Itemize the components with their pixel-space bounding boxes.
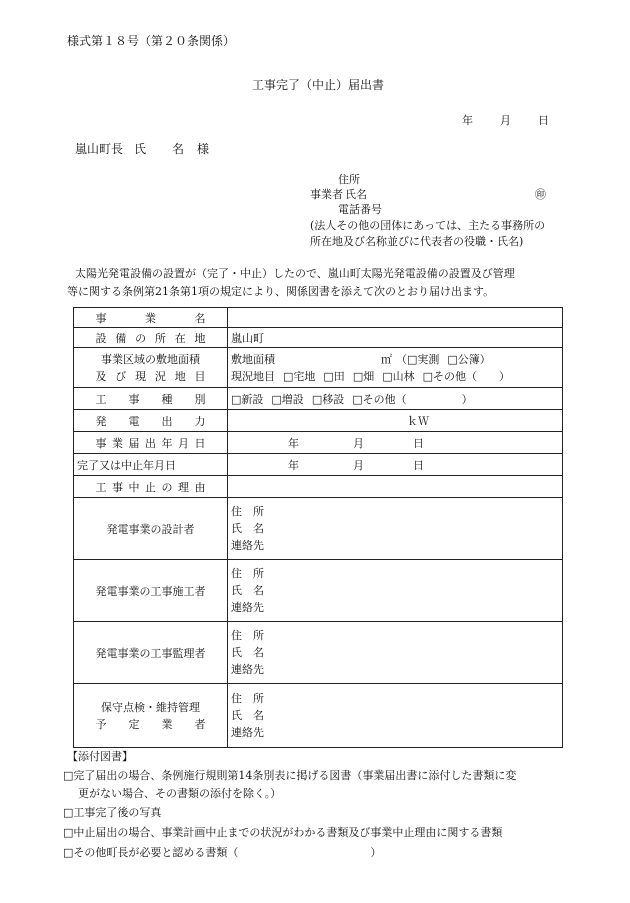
row-work-type: [74, 388, 563, 410]
land-option-other[interactable]: □その他（ ）: [422, 369, 511, 383]
suspension-reason-label: 工事中止の理由: [95, 480, 206, 494]
maintenance-name-label[interactable]: 氏 名: [231, 709, 264, 722]
name-label: 氏名: [345, 188, 367, 201]
attachment-item-1-line-1[interactable]: □完了届出の場合、条例施行規則第14条別表に掲げる図書（事業届出書に添付した書類に変: [63, 769, 517, 782]
business-name-value[interactable]: [228, 308, 563, 328]
completion-date-value[interactable]: [228, 454, 563, 476]
row-designer: [74, 498, 563, 560]
designer-contact-label[interactable]: 連絡先: [231, 539, 264, 552]
row-completion-date: [74, 454, 563, 476]
date-day: 日: [538, 114, 549, 127]
designer-label: 発電事業の設計者: [106, 522, 195, 536]
report-date-label: 事業届出年月日: [95, 436, 206, 450]
output-unit: ｋＷ: [407, 414, 429, 428]
addressee-name: 名: [172, 142, 185, 156]
date-month: 月: [500, 114, 511, 127]
site-area-field-label: 敷地面積: [231, 352, 275, 366]
row-maintenance: [74, 684, 563, 748]
supervisor-label: 発電事業の工事監理者: [95, 646, 206, 660]
constructor-address-label[interactable]: 住 所: [231, 567, 264, 580]
report-date-day: 日: [413, 436, 424, 450]
constructor-contact-label[interactable]: 連絡先: [231, 601, 264, 614]
row-site-area: [74, 348, 563, 388]
location-value[interactable]: 嵐山町: [228, 328, 563, 348]
seal-mark: ㊞: [535, 188, 546, 201]
maintenance-label-1: 保守点検・維持管理: [101, 700, 200, 714]
corporate-note-line2: 所在地及び名称並びに代表者の役職・氏名): [310, 235, 524, 248]
designer-address-label[interactable]: 住 所: [231, 505, 264, 518]
attachment-item-4[interactable]: □その他町長が必要と認める書類（ ）: [63, 846, 382, 859]
business-operator-label: 事業者: [310, 188, 343, 201]
row-suspension-reason: [74, 476, 563, 498]
row-business-name: [74, 308, 563, 328]
report-date-month: 月: [353, 436, 364, 450]
work-type-new[interactable]: □新設: [231, 392, 264, 406]
supervisor-address-label[interactable]: 住 所: [231, 629, 264, 642]
corporate-note-line1: (法人その他の団体にあっては、主たる事務所の: [310, 219, 546, 232]
attachments-heading: 【添付図書】: [67, 750, 133, 763]
output-value[interactable]: [228, 410, 563, 432]
land-option-paddy[interactable]: □田: [323, 369, 345, 383]
report-date-value[interactable]: [228, 432, 563, 454]
attachment-item-2[interactable]: □工事完了後の写真: [63, 806, 162, 819]
address-label: 住所: [338, 173, 360, 186]
supervisor-name-label[interactable]: 氏 名: [231, 646, 264, 659]
report-date-year: 年: [288, 436, 299, 450]
measured-checkbox[interactable]: （□実測: [396, 352, 440, 366]
row-report-date: [74, 432, 563, 454]
registry-checkbox[interactable]: □公簿）: [447, 352, 491, 366]
completion-date-month: 月: [353, 458, 364, 472]
maintenance-contact-label[interactable]: 連絡先: [231, 726, 264, 739]
suspension-reason-value[interactable]: [228, 476, 563, 498]
constructor-name-label[interactable]: 氏 名: [231, 584, 264, 597]
body-line-2: 等に関する条例第21条第1項の規定により、関係図書を添えて次のとおり届け出ます。: [67, 285, 495, 298]
land-option-field[interactable]: □畑: [352, 369, 375, 383]
addressee-mid: 氏: [134, 142, 147, 156]
attachment-item-1-line-2: 更がない場合、その書類の添付を除く。）: [78, 787, 282, 800]
row-supervisor: [74, 622, 563, 684]
report-form-table: [73, 307, 563, 748]
work-type-relocation[interactable]: □移設: [311, 392, 345, 406]
completion-date-year: 年: [288, 458, 299, 472]
phone-label: 電話番号: [338, 203, 382, 216]
land-option-residential[interactable]: □宅地: [283, 369, 316, 383]
work-type-expansion[interactable]: □増設: [271, 392, 304, 406]
area-unit: ㎡: [381, 352, 392, 366]
maintenance-address-label[interactable]: 住 所: [231, 692, 264, 705]
maintenance-label-2: 予 定 業 者: [95, 717, 206, 731]
addressee-prefix: 嵐山町長: [75, 142, 124, 156]
site-area-label-2: 及び現況地目: [95, 369, 206, 383]
body-line-1: 太陽光発電設備の設置が（完了・中止）したので、嵐山町太陽光発電設備の設置及び管理: [75, 267, 515, 280]
row-constructor: [74, 560, 563, 622]
location-label: 設備の所在地: [95, 331, 206, 345]
supervisor-contact-label[interactable]: 連絡先: [231, 663, 264, 676]
business-name-label: 事 業 名: [95, 311, 206, 325]
designer-name-label[interactable]: 氏 名: [231, 522, 264, 535]
work-type-label: 工 事 種 別: [95, 392, 206, 406]
form-number: 様式第１８号（第２０条関係）: [67, 34, 236, 48]
completion-date-day: 日: [413, 458, 424, 472]
constructor-label: 発電事業の工事施工者: [95, 584, 206, 598]
row-output: [74, 410, 563, 432]
completion-date-label: 完了又は中止年月日: [77, 458, 176, 472]
attachment-item-3[interactable]: □中止届出の場合、事業計画中止までの状況がわかる書類及び事業中止理由に関する書類: [63, 826, 503, 839]
date-year: 年: [462, 114, 473, 127]
work-type-other[interactable]: □その他（ ）: [352, 392, 473, 406]
addressee-suffix: 様: [197, 142, 210, 156]
page-title: 工事完了（中止）届出書: [252, 78, 385, 92]
row-location: [74, 328, 563, 348]
land-category-label: 現況地目: [231, 369, 275, 383]
land-option-forest[interactable]: □山林: [382, 369, 415, 383]
output-label: 発 電 出 力: [95, 414, 206, 428]
site-area-label-1: 事業区域の敷地面積: [101, 352, 200, 366]
